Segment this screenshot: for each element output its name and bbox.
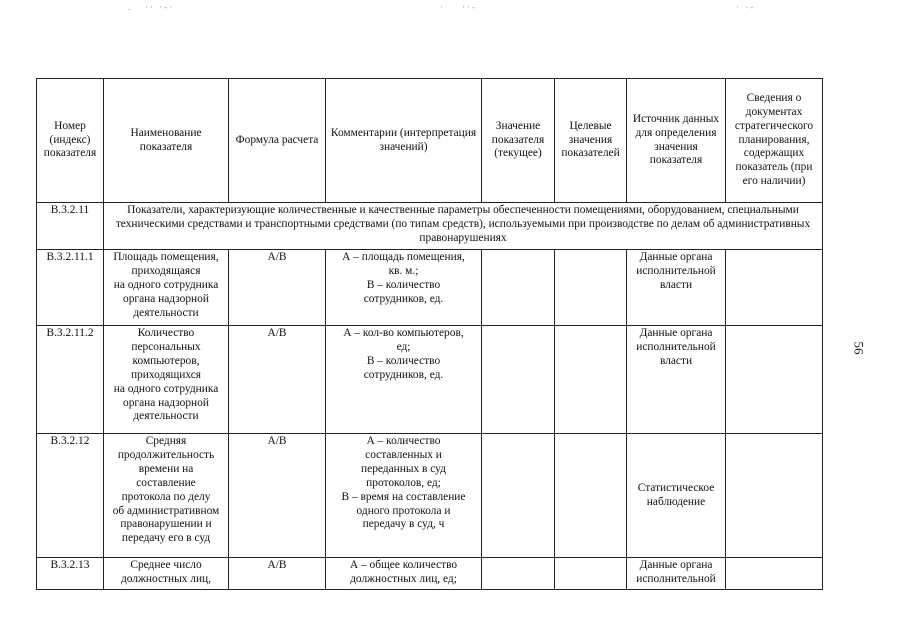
row-current	[482, 434, 555, 558]
row-target	[555, 326, 627, 434]
header-current: Значение показателя (текущее)	[482, 79, 555, 203]
row-comment: А – общее количество должностных лиц, ед;	[326, 558, 482, 590]
row-comment: А – площадь помещения, кв. м.; В – количество сотрудников, ед.	[326, 250, 482, 326]
table-row	[37, 434, 823, 558]
row-comment: А – кол-во компьютеров, ед; В – количество сотрудников, ед.	[326, 326, 482, 434]
row-formula: А/В	[229, 434, 326, 558]
row-target	[555, 558, 627, 590]
row-current	[482, 326, 555, 434]
row-docs	[726, 250, 823, 326]
row-code: В.3.2.11.1	[37, 250, 104, 326]
row-current	[482, 558, 555, 590]
row-code: В.3.2.12	[37, 434, 104, 558]
header-source: Источник данных для определения значения показателя	[627, 79, 726, 203]
scan-noise-top-center: · ··-	[440, 2, 477, 12]
row-docs	[726, 326, 823, 434]
row-code: В.3.2.11.2	[37, 326, 104, 434]
indicator-table	[36, 78, 823, 590]
header-name: Наименование показателя	[104, 79, 229, 203]
row-code: В.3.2.13	[37, 558, 104, 590]
row-target	[555, 434, 627, 558]
row-formula: А/В	[229, 250, 326, 326]
table-row	[37, 326, 823, 434]
scan-noise-top-right: · ·-	[736, 2, 756, 12]
row-current	[482, 250, 555, 326]
row-docs	[726, 434, 823, 558]
row-formula: А/В	[229, 558, 326, 590]
row-name: Площадь помещения, приходящаяся на одного сотрудника органа надзорной деятельности	[104, 250, 229, 326]
header-comment: Комментарии (интерпретация значений)	[326, 79, 482, 203]
header-formula: Формула расчета	[229, 79, 326, 203]
header-row	[37, 79, 823, 203]
section-title: Показатели, характеризующие количественные и качественные параметры обеспеченности помещениями, оборудованием, специальными техническими средствами и транспортными средствами (по типам средств), используемыми при производстве по делам об административных правонарушениях	[104, 203, 823, 250]
section-row	[37, 203, 823, 250]
row-formula: А/В	[229, 326, 326, 434]
row-target	[555, 250, 627, 326]
table-row	[37, 250, 823, 326]
row-source: Статистическое наблюдение	[627, 434, 726, 558]
row-name: Средняя продолжительность времени на составление протокола по делу об административном правонарушении и передачу его в суд	[104, 434, 229, 558]
header-docs: Сведения о документах стратегического планирования, содержащих показатель (при его наличии)	[726, 79, 823, 203]
row-docs	[726, 558, 823, 590]
row-comment: А – количество составленных и переданных в суд протоколов, ед; В – время на составление одного протокола и передачу в суд, ч	[326, 434, 482, 558]
header-target: Целевые значения показателей	[555, 79, 627, 203]
scan-noise-top-left: . ·· ·-·	[128, 2, 175, 12]
page-number: 56	[851, 341, 867, 355]
row-source: Данные органа исполнительной власти	[627, 326, 726, 434]
row-name: Количество персональных компьютеров, приходящихся на одного сотрудника органа надзорной деятельности	[104, 326, 229, 434]
row-name: Среднее число должностных лиц,	[104, 558, 229, 590]
table-row	[37, 558, 823, 590]
section-code: В.3.2.11	[37, 203, 104, 250]
header-code: Номер (индекс) показателя	[37, 79, 104, 203]
row-source: Данные органа исполнительной власти	[627, 250, 726, 326]
row-source: Данные органа исполнительной	[627, 558, 726, 590]
